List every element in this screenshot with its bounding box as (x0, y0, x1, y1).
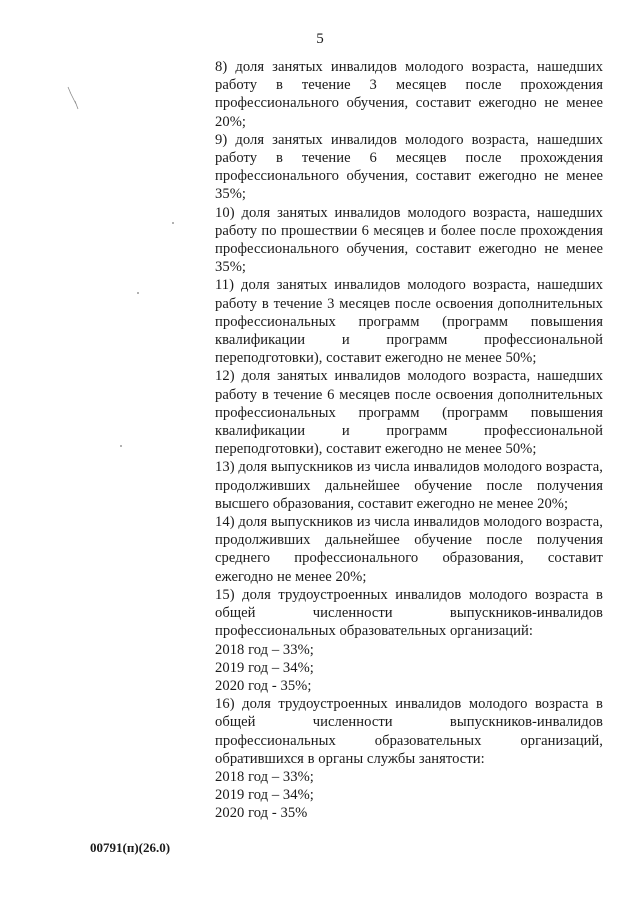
year-value-2019: 2019 год – 34%; (215, 787, 314, 804)
year-value-2020: 2020 год - 35% (215, 805, 308, 822)
scan-speck (120, 445, 122, 447)
page-number: 5 (316, 31, 324, 47)
list-item-8: 8) доля занятых инвалидов молодого возраста, нашедших работу в течение 3 месяцев после прохождения профессионального обучения, составит ежегодно не менее 20%; (215, 59, 603, 130)
scan-speck (172, 222, 174, 224)
list-item-13: 13) доля выпускников из числа инвалидов молодого возраста, продолживших дальнейшее обучение после получения высшего образования, составит ежегодно не менее 20%; (215, 459, 603, 512)
scan-speck (137, 292, 139, 294)
scan-mark-icon (66, 86, 80, 110)
year-value-2019: 2019 год – 34%; (215, 659, 314, 676)
list-item-14: 14) доля выпускников из числа инвалидов молодого возраста, продолживших дальнейшее обучение после получения среднего профессионального образования, составит ежегодно не менее 20%; (215, 514, 603, 585)
year-value-2020: 2020 год - 35%; (215, 677, 312, 694)
list-item-12: 12) доля занятых инвалидов молодого возраста, нашедших работу в течение 6 месяцев после освоения дополнительных профессиональных программ (программ повышения квалификации и программ профессиональной переподготовки), составит ежегодно не менее 50%; (215, 368, 603, 458)
document-code: 00791(п)(26.0) (90, 840, 171, 855)
list-item-11: 11) доля занятых инвалидов молодого возраста, нашедших работу в течение 3 месяцев после освоения дополнительных профессиональных программ (программ повышения квалификации и программ профессиональной переподготовки), составит ежегодно не менее 50%; (215, 277, 603, 367)
list-item-10: 10) доля занятых инвалидов молодого возраста, нашедших работу по прошествии 6 месяцев и более после прохождения профессионального обучения, составит ежегодно не менее 35%; (215, 204, 603, 276)
list-item-9: 9) доля занятых инвалидов молодого возраста, нашедших работу в течение 6 месяцев после прохождения профессионального обучения, составит ежегодно не менее 35%; (215, 131, 603, 203)
list-item-16: 16) доля трудоустроенных инвалидов молодого возраста в общей численности выпускников-инвалидов профессиональных образовательных организаций, обратившихся в органы службы занятости: (215, 696, 603, 767)
year-value-2018: 2018 год – 33%; (215, 641, 314, 658)
document-body (215, 58, 603, 823)
year-value-2018: 2018 год – 33%; (215, 768, 314, 785)
list-item-15: 15) доля трудоустроенных инвалидов молодого возраста в общей численности выпускников-инвалидов профессиональных образовательных организаций: (215, 586, 603, 640)
